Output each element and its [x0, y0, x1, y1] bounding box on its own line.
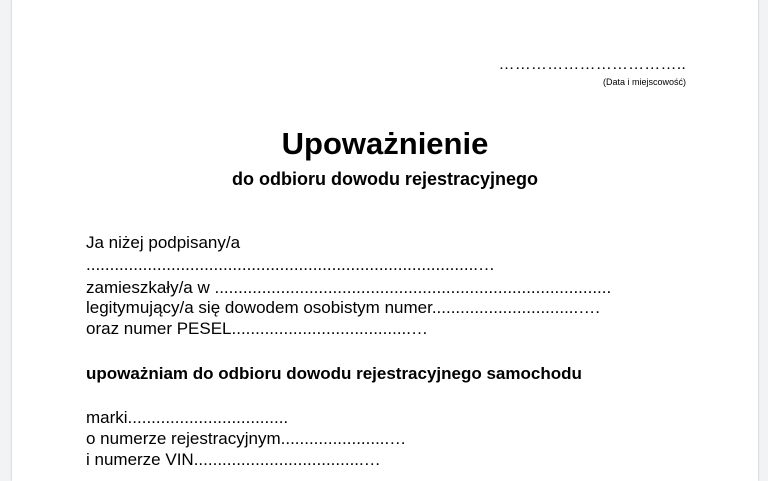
document-page [12, 0, 758, 481]
signatory-intro: Ja niżej podpisany/a [86, 233, 241, 252]
car-make-field: marki.................................. [86, 408, 289, 427]
pesel-field: oraz numer PESEL......................................… [86, 319, 428, 338]
date-place-field: …………………………….. [498, 56, 686, 73]
signatory-name-field: ...................................................................................… [86, 255, 496, 274]
authorization-statement: upoważniam do odbioru dowodu rejestracyjnego samochodu [86, 364, 582, 383]
vin-field: i numerze VIN....................................… [86, 450, 381, 469]
id-card-number-field: legitymujący/a się dowodem osobistym numer...............................…. [86, 298, 600, 317]
document-subtitle: do odbioru dowodu rejestracyjnego [231, 169, 539, 189]
residence-field: zamieszkały/a w .................................................................................... [86, 278, 612, 297]
date-place-label: (Data i miejscowość) [602, 77, 686, 87]
document-title: Upoważnienie [281, 126, 489, 161]
registration-number-field: o numerze rejestracyjnym.......................… [86, 429, 407, 448]
